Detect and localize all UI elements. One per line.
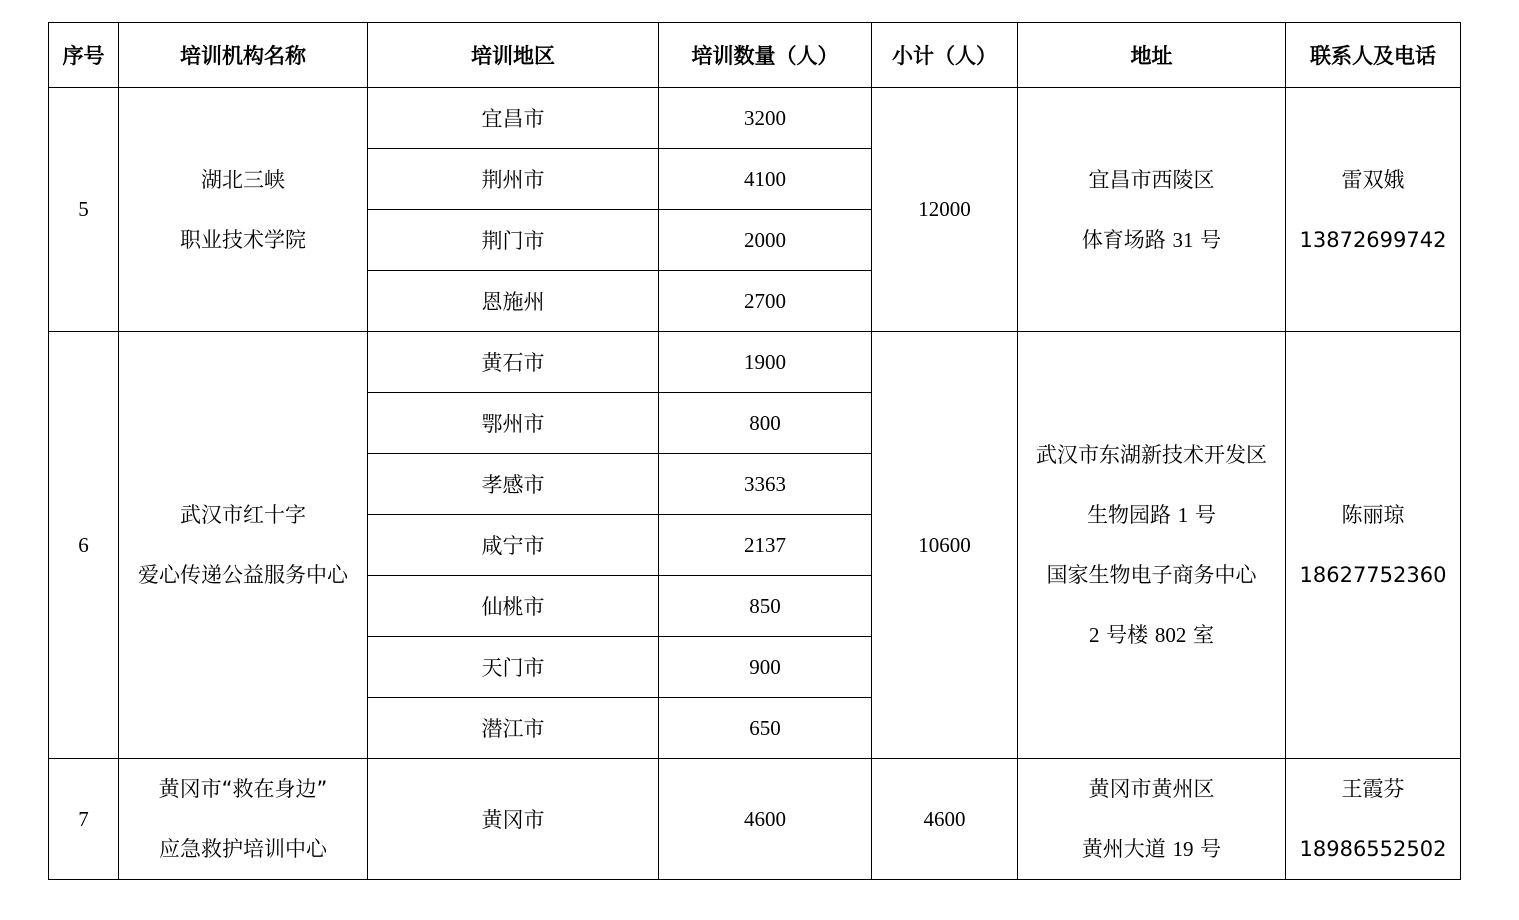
contact-cell	[1286, 759, 1461, 880]
contact-cell	[1286, 332, 1461, 759]
header-subtotal: 小计（人）	[872, 23, 1018, 88]
address-text: 号	[1193, 227, 1222, 252]
contact-phone: 18627752360	[1299, 563, 1447, 587]
address-text: 号	[1193, 837, 1222, 861]
region-cell: 咸宁市	[368, 515, 659, 576]
address-number: 19	[1172, 837, 1194, 861]
header-contact: 联系人及电话	[1286, 23, 1461, 88]
seq-cell: 6	[49, 332, 119, 759]
address-text: 号楼	[1099, 623, 1155, 647]
contact-name: 雷双娥	[1341, 167, 1405, 192]
region-cell: 荆门市	[368, 210, 659, 271]
address-text: 室	[1186, 623, 1215, 647]
region-cell: 黄石市	[368, 332, 659, 393]
org-name-line: 爱心传递公益服务中心	[138, 563, 348, 587]
count-cell: 1900	[659, 332, 872, 393]
address-line	[1018, 819, 1285, 879]
region-cell: 宜昌市	[368, 88, 659, 149]
header-region: 培训地区	[368, 23, 659, 88]
org-name-line: 武汉市红十字	[180, 503, 306, 527]
region-cell: 恩施州	[368, 271, 659, 332]
contact-cell	[1286, 88, 1461, 332]
address-line: 国家生物电子商务中心	[1046, 563, 1257, 587]
count-cell: 4100	[659, 149, 872, 210]
seq-cell: 5	[49, 88, 119, 332]
region-cell: 黄冈市	[368, 759, 659, 880]
header-count: 培训数量（人）	[659, 23, 872, 88]
count-cell: 650	[659, 698, 872, 759]
org-name-line: 职业技术学院	[180, 227, 306, 252]
header-row	[49, 23, 1461, 88]
table-row	[49, 332, 1461, 393]
address-line: 黄冈市黄州区	[1088, 777, 1215, 801]
subtotal-cell: 10600	[872, 332, 1018, 759]
address-line	[1018, 485, 1285, 545]
subtotal-cell: 12000	[872, 88, 1018, 332]
region-cell: 荆州市	[368, 149, 659, 210]
address-text: 黄州大道	[1081, 837, 1173, 861]
contact-phone: 18986552502	[1299, 837, 1447, 861]
table-row	[49, 759, 1461, 880]
region-cell: 仙桃市	[368, 576, 659, 637]
count-cell: 2000	[659, 210, 872, 271]
org-name-cell	[119, 759, 368, 880]
header-address: 地址	[1018, 23, 1286, 88]
seq-cell: 7	[49, 759, 119, 880]
count-cell: 3200	[659, 88, 872, 149]
training-institutions-table	[48, 22, 1461, 880]
org-name-line: 黄冈市“救在身边”	[158, 777, 328, 801]
org-name-cell	[119, 332, 368, 759]
count-cell: 800	[659, 393, 872, 454]
header-org: 培训机构名称	[119, 23, 368, 88]
address-text: 生物园路	[1087, 503, 1178, 527]
address-line	[1018, 605, 1285, 665]
count-cell: 2700	[659, 271, 872, 332]
count-cell: 900	[659, 637, 872, 698]
count-cell: 2137	[659, 515, 872, 576]
org-name-line: 应急救护培训中心	[159, 837, 327, 861]
count-cell: 850	[659, 576, 872, 637]
address-number: 31	[1172, 227, 1194, 252]
subtotal-cell: 4600	[872, 759, 1018, 880]
contact-name: 王霞芬	[1341, 777, 1405, 801]
contact-phone: 13872699742	[1299, 227, 1447, 252]
address-number: 802	[1154, 623, 1187, 647]
address-number: 1	[1177, 503, 1189, 527]
region-cell: 潜江市	[368, 698, 659, 759]
region-cell: 孝感市	[368, 454, 659, 515]
address-cell	[1018, 759, 1286, 880]
region-cell: 鄂州市	[368, 393, 659, 454]
table-row	[49, 88, 1461, 149]
address-cell	[1018, 332, 1286, 759]
address-text: 体育场路	[1081, 227, 1173, 252]
address-line: 宜昌市西陵区	[1088, 167, 1215, 192]
address-line	[1018, 210, 1285, 270]
region-cell: 天门市	[368, 637, 659, 698]
address-number: 2	[1088, 623, 1100, 647]
address-line: 武汉市东湖新技术开发区	[1036, 443, 1267, 467]
header-seq: 序号	[49, 23, 119, 88]
org-name-line: 湖北三峡	[201, 167, 285, 192]
org-name-cell	[119, 88, 368, 332]
count-cell: 3363	[659, 454, 872, 515]
address-cell	[1018, 88, 1286, 332]
count-cell: 4600	[659, 759, 872, 880]
contact-name: 陈丽琼	[1341, 503, 1405, 527]
address-text: 号	[1188, 503, 1216, 527]
